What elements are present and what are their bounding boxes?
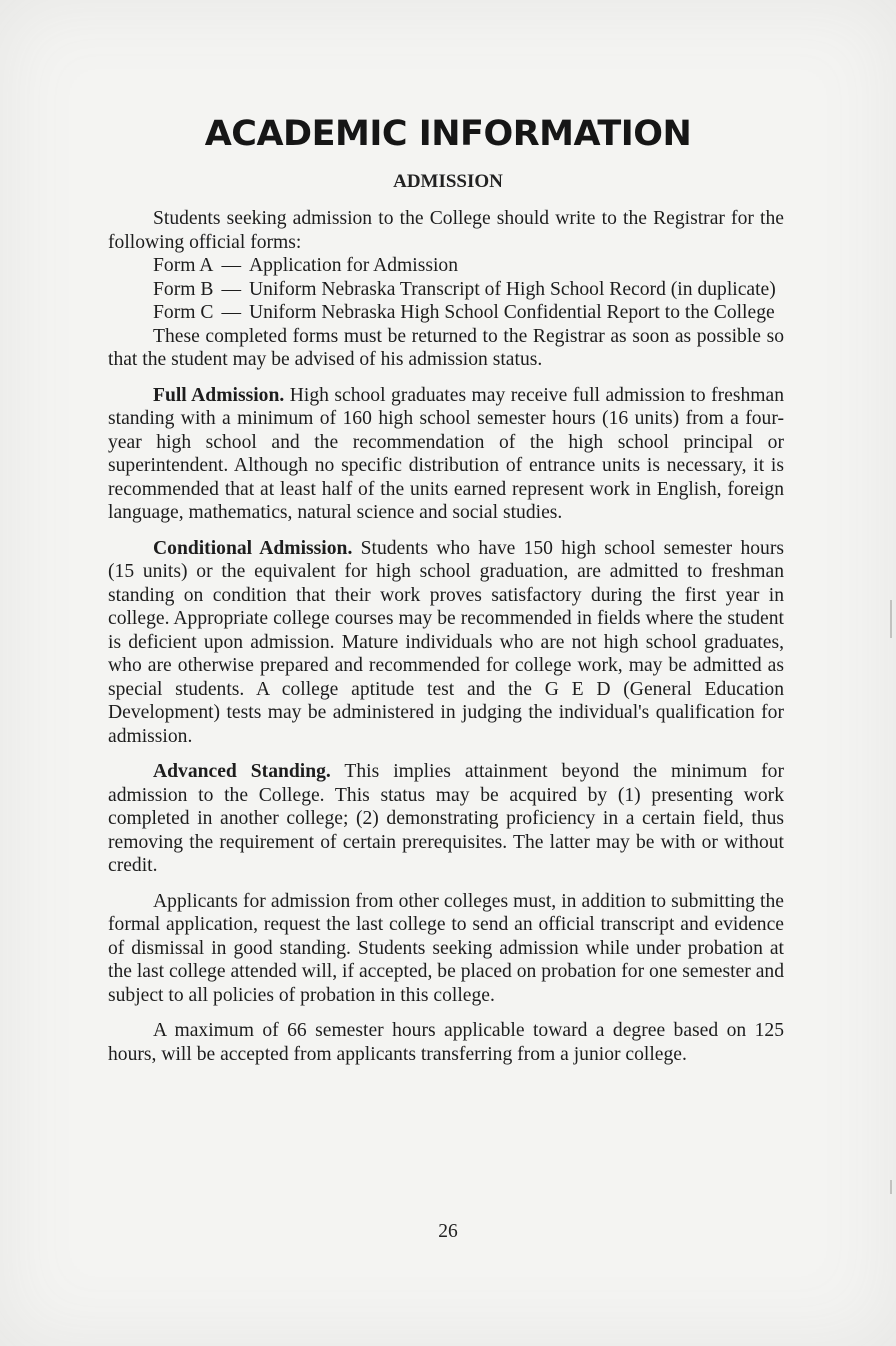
form-list-item xyxy=(153,301,784,325)
form-description: Application for Admission xyxy=(249,255,459,276)
forms-list xyxy=(108,254,784,325)
form-id: Form A xyxy=(153,255,214,276)
intro-paragraph: Students seeking admission to the College should write to the Registrar for the following official forms: xyxy=(108,208,784,253)
section-title: ADMISSION xyxy=(393,171,503,192)
full-admission-title: Full Admission. xyxy=(153,384,285,406)
conditional-admission-paragraph xyxy=(108,537,784,749)
full-admission-paragraph xyxy=(108,384,784,525)
form-id: Form B xyxy=(153,278,214,300)
form-id: Form C xyxy=(153,302,214,323)
conditional-admission-title: Conditional Admission. xyxy=(153,537,353,559)
advanced-standing-text: This implies attainment beyond the minimum for admission to the College. This status may be acquired by (1) presenting work completed in another college; (2) demonstrating proficiency in a certain field, thus removing the requirement of certain prerequisites. The latter may be with or without credit. xyxy=(108,761,784,876)
page-number: 26 xyxy=(438,1221,458,1242)
page-title: ACADEMIC INFORMATION xyxy=(204,114,692,154)
em-dash: — xyxy=(221,255,242,276)
form-description: Uniform Nebraska Transcript of High School Record (in duplicate) xyxy=(249,278,776,300)
transfer-paragraph: Applicants for admission from other colleges must, in addition to submitting the formal application, request the last college to send an official transcript and evidence of dismissal in good standing. Students seeking admission while under probation at the last college attended will, if accepted, be placed on probation for one semester and subject to all policies of probation in this college. xyxy=(108,890,784,1006)
forms-note-paragraph: These completed forms must be returned to the Registrar as soon as possible so that the student may be advised of his admission status. xyxy=(108,325,784,370)
full-admission-text: High school graduates may receive full admission to freshman standing with a minimum of 160 high school semester hours (16 units) from a four-year high school and the recommendation of the high school principal or superintendent. Although no specific distribution of entrance units is necessary, it is recommended that at least half of the units earned represent work in English, foreign language, mathematics, natural science and social studies. xyxy=(108,384,784,523)
em-dash: — xyxy=(221,302,242,323)
form-description: Uniform Nebraska High School Confidential Report to the College xyxy=(249,302,775,323)
body-text xyxy=(108,207,784,1066)
advanced-standing-paragraph xyxy=(108,760,784,878)
em-dash: — xyxy=(221,278,242,300)
page-edge-mark xyxy=(890,1180,892,1194)
form-list-item xyxy=(153,278,784,302)
form-list-item xyxy=(153,254,784,278)
advanced-standing-title: Advanced Standing. xyxy=(153,761,331,782)
conditional-admission-text: Students who have 150 high school semester hours (15 units) or the equivalent for high school graduation, are admitted to freshman standing on condition that their work proves satisfactory during the first year in college. Appropriate college courses may be recommended in fields where the student is deficient upon admission. Mature individuals who are not high school graduates, who are otherwise prepared and recommended for college work, may be admitted as special students. A college aptitude test and the G E D (General Education Development) tests may be administered in judging the individual's qualification for admission. xyxy=(108,537,784,747)
junior-college-paragraph: A maximum of 66 semester hours applicable toward a degree based on 125 hours, will be accepted from applicants transferring from a junior college. xyxy=(108,1020,784,1065)
page-edge-mark xyxy=(890,600,892,638)
